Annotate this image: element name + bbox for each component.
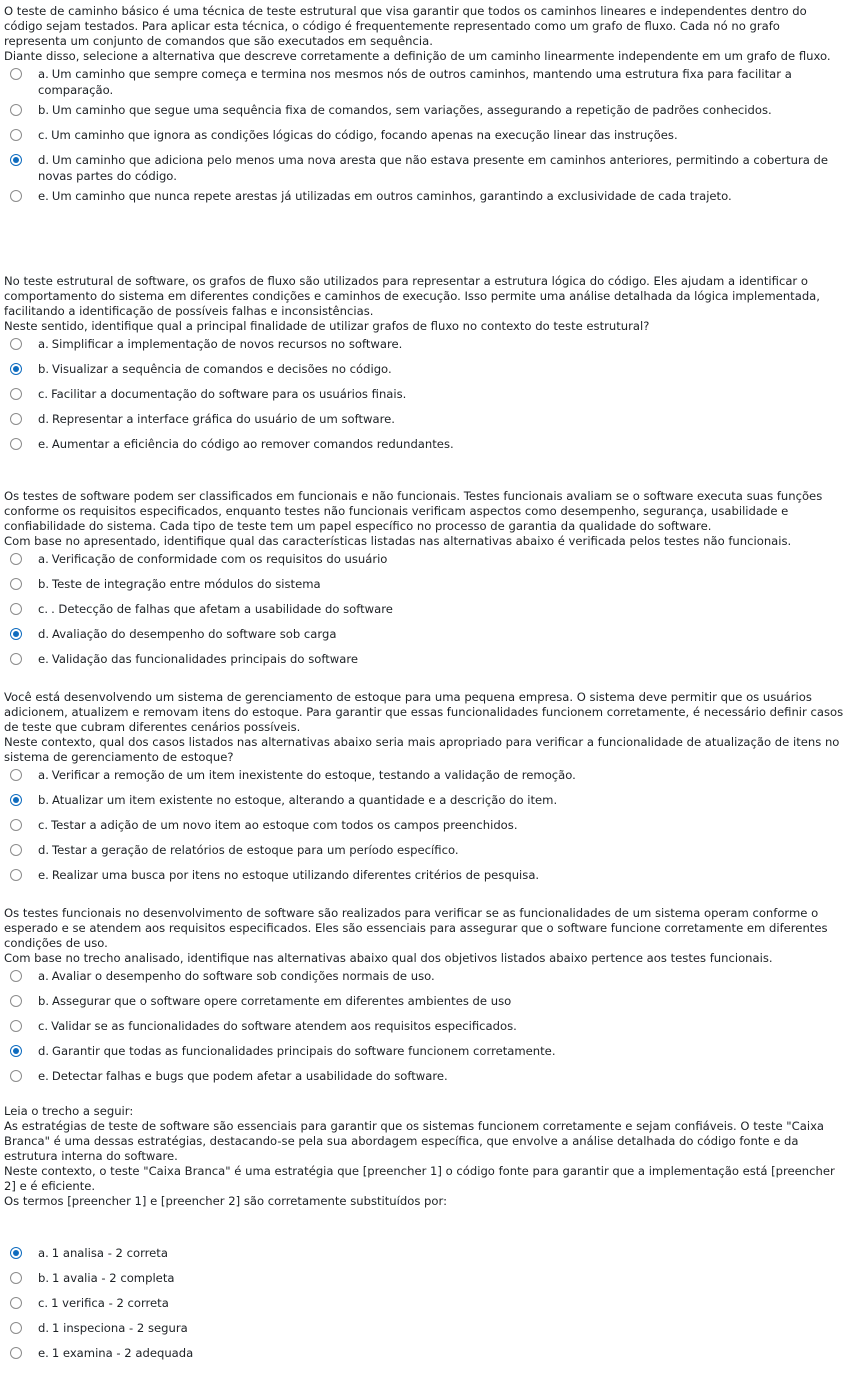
stem-paragraph: No teste estrutural de software, os grafos de fluxo são utilizados para representar a estrutura lógica do código. Eles ajudam a identificar o comportamento do sistema em diferentes condições e caminhos de execução. Isso permite uma análise detalhada da lógica implementada, facilitando a identificação de possíveis falhas e inconsistências. xyxy=(4,274,820,318)
option-text: Simplificar a implementação de novos recursos no software. xyxy=(51,337,403,351)
radio-button[interactable] xyxy=(10,129,22,141)
stem-paragraph: Neste contexto, qual dos casos listados nas alternativas abaixo seria mais apropriado para verificar a funcionalidade de atualização de itens no sistema de gerenciamento de estoque? xyxy=(4,735,840,764)
answer-option-e[interactable] xyxy=(4,1346,846,1371)
stem-paragraph: Leia o trecho a seguir: xyxy=(4,1104,134,1118)
option-text: Testar a adição de um novo item ao estoque com todos os campos preenchidos. xyxy=(51,818,518,832)
radio-button[interactable] xyxy=(10,769,22,781)
option-letter: a. xyxy=(38,552,49,566)
option-letter: e. xyxy=(38,189,49,203)
option-letter: b. xyxy=(38,577,50,591)
option-text: 1 analisa - 2 correta xyxy=(51,1246,168,1260)
radio-button-selected[interactable] xyxy=(10,1247,22,1259)
radio-button-selected[interactable] xyxy=(10,628,22,640)
option-letter: d. xyxy=(38,627,50,641)
answer-option-c[interactable] xyxy=(4,1019,846,1044)
option-letter: a. xyxy=(38,969,49,983)
question-3 xyxy=(4,489,846,677)
option-text: Validar se as funcionalidades do software atendem aos requisitos especificados. xyxy=(51,1019,517,1033)
option-text: Visualizar a sequência de comandos e decisões no código. xyxy=(52,362,392,376)
option-letter: e. xyxy=(38,1346,49,1360)
stem-paragraph: Você está desenvolvendo um sistema de gerenciamento de estoque para uma pequena empresa. O sistema deve permitir que os usuários adicionem, atualizem e removam itens do estoque. Para garantir que essas funcionalidades funcionem corretamente, é necessário definir casos de teste que cubram diferentes cenários possíveis. xyxy=(4,690,844,734)
question-stem xyxy=(4,906,846,966)
answer-option-b[interactable] xyxy=(4,577,846,602)
option-text: Aumentar a eficiência do código ao remover comandos redundantes. xyxy=(51,437,454,451)
option-letter: b. xyxy=(38,1271,50,1285)
question-2 xyxy=(4,274,846,462)
option-text: Representar a interface gráfica do usuário de um software. xyxy=(52,412,395,426)
answer-option-d[interactable] xyxy=(4,412,846,437)
question-4 xyxy=(4,690,846,893)
stem-paragraph: O teste de caminho básico é uma técnica de teste estrutural que visa garantir que todos os caminhos lineares e independentes dentro do código sejam testados. Para aplicar esta técnica, o código é frequentemente representado como um grafo de fluxo. Cada nó no grafo representa um conjunto de comandos que são executados em sequência. xyxy=(4,4,807,48)
option-letter: d. xyxy=(38,1321,50,1335)
stem-paragraph: Neste contexto, o teste "Caixa Branca" é uma estratégia que [preencher 1] o código fonte para garantir que a implementação está [preencher 2] e é eficiente. xyxy=(4,1164,835,1193)
option-text: 1 inspeciona - 2 segura xyxy=(52,1321,188,1335)
answer-option-c[interactable] xyxy=(4,128,846,153)
radio-button[interactable] xyxy=(10,68,22,80)
question-stem xyxy=(4,4,846,64)
radio-button[interactable] xyxy=(10,1020,22,1032)
option-text: . Detecção de falhas que afetam a usabilidade do software xyxy=(51,602,393,616)
answer-option-c[interactable] xyxy=(4,387,846,412)
question-stem xyxy=(4,274,846,334)
option-text: 1 examina - 2 adequada xyxy=(51,1346,194,1360)
option-letter: a. xyxy=(38,1246,49,1260)
option-text: Um caminho que nunca repete arestas já utilizadas em outros caminhos, garantindo a exclusividade de cada trajeto. xyxy=(51,189,732,203)
stem-paragraph: Os testes funcionais no desenvolvimento de software são realizados para verificar se as funcionalidades de um sistema operam conforme o esperado e se atendem aos requisitos especificados. Eles são essenciais para assegurar que o software funcione corretamente em diferentes condições de uso. xyxy=(4,906,828,950)
radio-button[interactable] xyxy=(10,970,22,982)
question-5 xyxy=(4,906,846,1094)
answer-option-b[interactable] xyxy=(4,1271,846,1296)
stem-paragraph: Com base no trecho analisado, identifique nas alternativas abaixo qual dos objetivos listados abaixo pertence aos testes funcionais. xyxy=(4,951,773,965)
answer-option-d[interactable] xyxy=(4,1044,846,1069)
answer-option-e[interactable] xyxy=(4,189,846,214)
option-letter: d. xyxy=(38,153,50,167)
option-text: Testar a geração de relatórios de estoque para um período específico. xyxy=(52,843,459,857)
radio-button[interactable] xyxy=(10,869,22,881)
option-letter: c. xyxy=(38,128,49,142)
radio-button[interactable] xyxy=(10,1322,22,1334)
answer-option-d[interactable] xyxy=(4,627,846,652)
stem-paragraph: Diante disso, selecione a alternativa que descreve corretamente a definição de um caminho linearmente independente em um grafo de fluxo. xyxy=(4,49,831,63)
stem-paragraph: Neste sentido, identifique qual a principal finalidade de utilizar grafos de fluxo no contexto do teste estrutural? xyxy=(4,319,650,333)
radio-button[interactable] xyxy=(10,1297,22,1309)
option-letter: e. xyxy=(38,868,49,882)
radio-button[interactable] xyxy=(10,1347,22,1359)
option-text: Verificação de conformidade com os requisitos do usuário xyxy=(51,552,388,566)
question-6 xyxy=(4,1104,846,1371)
answer-option-d[interactable] xyxy=(4,1321,846,1346)
answer-option-a[interactable] xyxy=(4,552,846,577)
option-text: Assegurar que o software opere corretamente em diferentes ambientes de uso xyxy=(52,994,512,1008)
option-letter: b. xyxy=(38,994,50,1008)
question-stem xyxy=(4,690,846,765)
answer-option-c[interactable] xyxy=(4,818,846,843)
option-text: 1 verifica - 2 correta xyxy=(51,1296,169,1310)
option-text: Detectar falhas e bugs que podem afetar a usabilidade do software. xyxy=(51,1069,448,1083)
answer-option-a[interactable] xyxy=(4,337,846,362)
answer-option-d[interactable] xyxy=(4,843,846,868)
radio-button[interactable] xyxy=(10,190,22,202)
option-letter: b. xyxy=(38,362,50,376)
option-letter: e. xyxy=(38,1069,49,1083)
option-text: Um caminho que sempre começa e termina nos mesmos nós de outros caminhos, mantendo uma estrutura fixa para facilitar a comparação. xyxy=(38,67,792,97)
answer-option-b[interactable] xyxy=(4,103,846,128)
option-letter: b. xyxy=(38,103,50,117)
answer-option-e[interactable] xyxy=(4,652,846,677)
answer-option-b[interactable] xyxy=(4,793,846,818)
answer-option-e[interactable] xyxy=(4,437,846,462)
stem-paragraph: Com base no apresentado, identifique qual das características listadas nas alternativas abaixo é verificada pelos testes não funcionais. xyxy=(4,534,792,548)
answer-option-e[interactable] xyxy=(4,1069,846,1094)
stem-paragraph: As estratégias de teste de software são essenciais para garantir que os sistemas funcionem corretamente e sejam confiáveis. O teste "Caixa Branca" é uma dessas estratégias, destacando-se pela sua abordagem específica, que envolve a análise detalhada do código fonte e da estrutura interna do software. xyxy=(4,1119,825,1163)
answer-option-d[interactable] xyxy=(4,153,846,189)
stem-paragraph: Os testes de software podem ser classificados em funcionais e não funcionais. Testes funcionais avaliam se o software executa suas funções conforme os requisitos especificados, enquanto testes não funcionais verificam aspectos como desempenho, segurança, usabilidade e confiabilidade do sistema. Cada tipo de teste tem um papel específico no processo de garantia da qualidade do software. xyxy=(4,489,823,533)
radio-button[interactable] xyxy=(10,553,22,565)
radio-button[interactable] xyxy=(10,653,22,665)
option-letter: e. xyxy=(38,652,49,666)
radio-button[interactable] xyxy=(10,104,22,116)
option-text: Realizar uma busca por itens no estoque utilizando diferentes critérios de pesquisa. xyxy=(51,868,540,882)
radio-button-selected[interactable] xyxy=(10,1045,22,1057)
radio-button[interactable] xyxy=(10,1070,22,1082)
answer-option-c[interactable] xyxy=(4,1296,846,1321)
option-text: Avaliar o desempenho do software sob condições normais de uso. xyxy=(51,969,435,983)
answer-option-a[interactable] xyxy=(4,67,846,103)
option-letter: e. xyxy=(38,437,49,451)
answer-option-b[interactable] xyxy=(4,994,846,1019)
radio-button[interactable] xyxy=(10,1272,22,1284)
option-text: Avaliação do desempenho do software sob carga xyxy=(52,627,337,641)
answer-option-c[interactable] xyxy=(4,602,846,627)
question-stem xyxy=(4,489,846,549)
radio-button[interactable] xyxy=(10,578,22,590)
radio-button[interactable] xyxy=(10,603,22,615)
option-letter: d. xyxy=(38,412,50,426)
option-letter: c. xyxy=(38,387,49,401)
radio-button[interactable] xyxy=(10,388,22,400)
radio-button-selected[interactable] xyxy=(10,794,22,806)
option-text: Um caminho que adiciona pelo menos uma nova aresta que não estava presente em caminhos anteriores, permitindo a cobertura de novas partes do código. xyxy=(38,153,829,183)
question-stem xyxy=(4,1104,846,1209)
option-letter: a. xyxy=(38,768,49,782)
option-text: 1 avalia - 2 completa xyxy=(52,1271,175,1285)
answer-option-a[interactable] xyxy=(4,1246,846,1271)
option-letter: c. xyxy=(38,818,49,832)
option-text: Garantir que todas as funcionalidades principais do software funcionem corretamente. xyxy=(52,1044,556,1058)
radio-button-selected[interactable] xyxy=(10,363,22,375)
option-letter: a. xyxy=(38,337,49,351)
option-text: Facilitar a documentação do software para os usuários finais. xyxy=(51,387,407,401)
option-letter: c. xyxy=(38,1296,49,1310)
option-text: Verificar a remoção de um item inexistente do estoque, testando a validação de remoção. xyxy=(51,768,576,782)
radio-button-selected[interactable] xyxy=(10,154,22,166)
radio-button[interactable] xyxy=(10,844,22,856)
radio-button[interactable] xyxy=(10,338,22,350)
answer-option-a[interactable] xyxy=(4,768,846,793)
option-text: Atualizar um item existente no estoque, alterando a quantidade e a descrição do item. xyxy=(52,793,558,807)
answer-option-a[interactable] xyxy=(4,969,846,994)
stem-paragraph: Os termos [preencher 1] e [preencher 2] são corretamente substituídos por: xyxy=(4,1194,447,1208)
radio-button[interactable] xyxy=(10,438,22,450)
option-letter: d. xyxy=(38,843,50,857)
option-text: Validação das funcionalidades principais do software xyxy=(51,652,358,666)
option-letter: a. xyxy=(38,67,49,81)
question-1 xyxy=(4,4,846,214)
radio-button[interactable] xyxy=(10,819,22,831)
option-text: Um caminho que segue uma sequência fixa de comandos, sem variações, assegurando a repetição de padrões conhecidos. xyxy=(52,103,772,117)
option-letter: d. xyxy=(38,1044,50,1058)
option-letter: c. xyxy=(38,1019,49,1033)
option-text: Teste de integração entre módulos do sistema xyxy=(52,577,321,591)
answer-option-e[interactable] xyxy=(4,868,846,893)
answer-option-b[interactable] xyxy=(4,362,846,387)
radio-button[interactable] xyxy=(10,413,22,425)
option-letter: b. xyxy=(38,793,50,807)
radio-button[interactable] xyxy=(10,995,22,1007)
option-letter: c. xyxy=(38,602,49,616)
option-text: Um caminho que ignora as condições lógicas do código, focando apenas na execução linear das instruções. xyxy=(51,128,678,142)
